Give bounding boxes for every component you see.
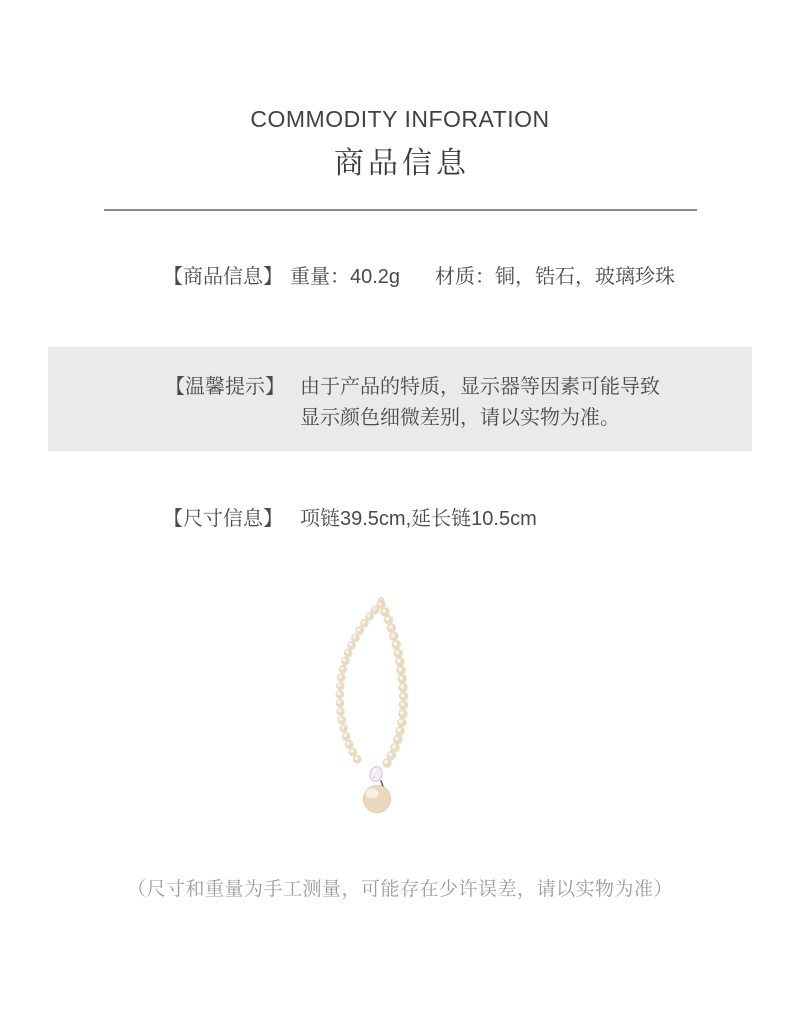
divider-line xyxy=(104,209,697,211)
warm-tips-box xyxy=(48,347,752,451)
size-info-row xyxy=(0,506,800,534)
right-pearl-strand xyxy=(381,604,404,768)
material-field xyxy=(435,264,675,290)
warm-tips-text xyxy=(300,372,660,434)
warm-tips-label: 【温馨提示】 xyxy=(165,376,285,398)
pendant-pearl-highlight xyxy=(366,789,379,799)
weight-label: 重量： xyxy=(290,266,350,288)
measurement-note: （尺寸和重量为手工测量，可能存在少许误差，请以实物为准） xyxy=(126,879,673,900)
warm-tips-line1: 由于产品的特质，显示器等因素可能导致 xyxy=(300,376,660,398)
left-pearl-strand xyxy=(340,604,381,766)
product-info-row xyxy=(0,264,800,292)
pearl-necklace-illustration xyxy=(318,592,438,822)
size-info-label: 【尺寸信息】 xyxy=(163,508,283,530)
weight-field xyxy=(290,264,400,290)
product-info-label: 【商品信息】 xyxy=(163,266,283,288)
product-photo-pearl-necklace xyxy=(318,592,438,822)
weight-value: 40.2g xyxy=(350,266,401,288)
material-label: 材质： xyxy=(435,266,495,288)
warm-tips-line2: 显示颜色细微差别，请以实物为准。 xyxy=(300,407,620,429)
size-value: 项链39.5cm,延长链10.5cm xyxy=(300,508,537,530)
zircon-connector xyxy=(368,765,384,783)
section-title-en: COMMODITY INFORATION xyxy=(250,106,550,132)
section-title-cn: 商品信息 xyxy=(334,147,470,180)
material-value: 铜，锆石，玻璃珍珠 xyxy=(495,266,675,288)
